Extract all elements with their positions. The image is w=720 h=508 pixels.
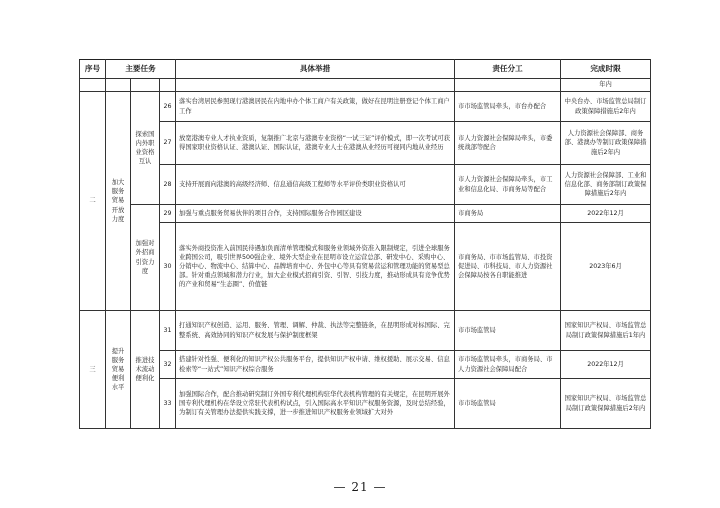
row-responsibility: 市市场监管局 [455, 379, 561, 429]
row-measure: 支持开展面向港澳的高级经济师、信息通信高级工程师等水平评价类职业资格认可 [176, 165, 455, 205]
header-measures: 具体举措 [176, 60, 455, 79]
row-measure: 落实外商投资准入前国民待遇加负面清单管理模式和服务业领域外资准入限制规定，引进全球服务业跨国公司，吸引世界500强企业、境外大型企业在昆明市设立运营总部、研发中心、采购中心、分销中心、物流中心、结算中心、品牌培育中心、外包中心等具有贸易营运和管理功能的贸易型总部。针对重点领域和潜力行业，加大企业模式招商引资、引智、引技力度，推动形成具有竞争优势的产业和贸易“生态圈”、价值链 [176, 223, 455, 311]
row-deadline: 人力资源社会保障部、工业和信息化部、商务部制订政策保障措施后2年内 [561, 165, 651, 205]
category-2-label: 加大服务贸易开放力度 [106, 92, 131, 311]
row-number: 33 [160, 379, 176, 429]
category-3-label: 提升服务贸易便利水平 [106, 311, 131, 429]
row-measure: 搭建针对性强、便利化的知识产权公共服务平台，提供知识产权申请、维权援助、展示交易、信息检索等“一站式”知识产权综合服务 [176, 351, 455, 379]
row-number: 29 [160, 205, 176, 223]
category-3-seq: 三 [80, 311, 106, 429]
subcategory-2a-label: 探索国内外职业资格互认 [131, 92, 160, 205]
table-row [80, 122, 651, 165]
row-deadline: 2022年12月 [561, 351, 651, 379]
row-number: 28 [160, 165, 176, 205]
row-measure: 加强与重点服务贸易伙伴的项目合作，支持国际服务合作园区建设 [176, 205, 455, 223]
page-number: — 21 — [333, 480, 387, 494]
row-deadline: 人力资源社会保障部、商务部、港澳办等制订政策保障措施后2年内 [561, 122, 651, 165]
table-row [80, 311, 651, 351]
row-deadline: 中央台办、市场监管总局制订政策保障措施后2年内 [561, 92, 651, 122]
table-row [80, 205, 651, 223]
header-seq: 序号 [80, 60, 106, 79]
row-measure: 打通知识产权创造、运用、服务、管理、调解、仲裁、执法等完整链条，在昆明形成对标国际、完整系统、高效协同的知识产权发展与保护制度框架 [176, 311, 455, 351]
row-measure: 加强国际合作，配合推动研究制订外国专利代理机构驻华代表机构管理的有关规定，在昆明开展外国专利代理机构在华设立常驻代表机构试点，引入国际高水平知识产权服务资源，及时总结经验，为制订有关管理办法提供实践支撑，进一步推进知识产权服务业领域扩大对外 [176, 379, 455, 429]
row-number: 27 [160, 122, 176, 165]
row-deadline: 2022年12月 [561, 205, 651, 223]
row-deadline: 国家知识产权局、市场监管总局制订政策保障措施后2年内 [561, 379, 651, 429]
row-number: 26 [160, 92, 176, 122]
header-responsibility: 责任分工 [455, 60, 561, 79]
row-responsibility: 市人力资源社会保障局牵头，市委统战部等配合 [455, 122, 561, 165]
table-row [80, 165, 651, 205]
header-deadline: 完成时限 [561, 60, 651, 79]
row-responsibility: 市商务局 [455, 205, 561, 223]
row-responsibility: 市市场监管局 [455, 311, 561, 351]
task-table [79, 59, 651, 429]
table-row [80, 351, 651, 379]
row-responsibility: 市市场监管局牵头，市台办配合 [455, 92, 561, 122]
carryover-row [80, 79, 651, 92]
table-row [80, 223, 651, 311]
row-measure: 落实台湾居民参照现行港澳居民在内地申办个体工商户有关政策，做好在昆明注册登记个体工商户工作 [176, 92, 455, 122]
row-deadline: 国家知识产权局、市场监管总局制订政策保障措施后1年内 [561, 311, 651, 351]
row-measure: 放宽港澳专业人才执业资质，复制推广北京与港澳专业资格“一试三证”评价模式，即一次考试可获得国家职业资格认证、港澳认证、国际认证，港澳专业人士在港澳从业经历可视同内地从业经历 [176, 122, 455, 165]
table-row [80, 379, 651, 429]
row-responsibility: 市商务局、市市场监管局、市投资促进局、市科技局、市人力资源社会保障局按各自职能推进 [455, 223, 561, 311]
carryover-deadline: 年内 [561, 79, 651, 92]
subcategory-2b-label: 加强对外招商引资力度 [131, 205, 160, 311]
row-deadline: 2023年6月 [561, 223, 651, 311]
row-responsibility: 市市场监管局牵头，市商务局、市人力资源社会保障局配合 [455, 351, 561, 379]
row-number: 30 [160, 223, 176, 311]
row-number: 31 [160, 311, 176, 351]
subcategory-3a-label: 推进技术流动便利化 [131, 311, 160, 429]
header-main-task: 主要任务 [106, 60, 176, 79]
category-2-seq: 二 [80, 92, 106, 311]
table-row [80, 92, 651, 122]
row-number: 32 [160, 351, 176, 379]
row-responsibility: 市人力资源社会保障局牵头，市工业和信息化局、市商务局等配合 [455, 165, 561, 205]
table-header-row [80, 60, 651, 79]
